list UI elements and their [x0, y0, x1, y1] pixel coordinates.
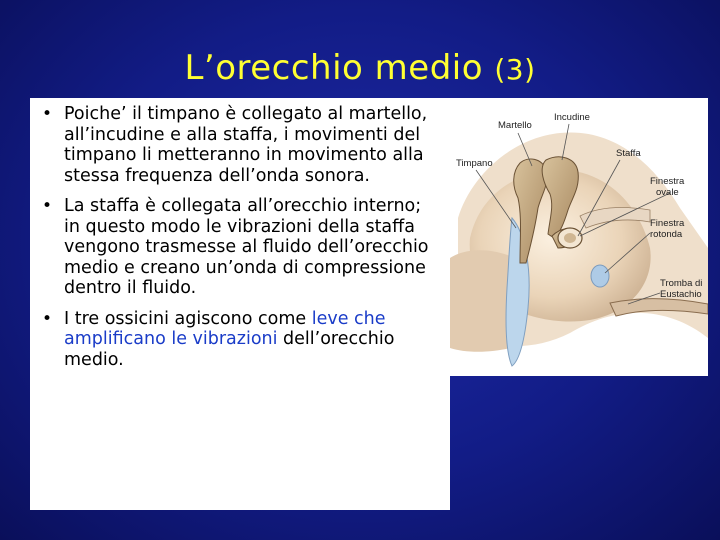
label-finestra-ovale-1: Finestra [650, 176, 685, 187]
bullet-highlight: leve che amplificano le vibrazioni [64, 308, 386, 349]
text-panel [30, 98, 450, 510]
slide-title-number: (3) [494, 53, 536, 86]
slide-title-main: L’orecchio medio [184, 48, 484, 88]
label-staffa: Staffa [616, 148, 641, 159]
label-tromba-2: Eustachio [660, 289, 702, 300]
label-martello: Martello [498, 120, 532, 131]
bullet-item [42, 196, 442, 299]
middle-ear-illustration [450, 98, 708, 376]
bullet-dot: • [42, 308, 53, 329]
middle-ear-diagram [450, 98, 708, 376]
label-incudine: Incudine [554, 112, 590, 123]
bullet-item [42, 104, 442, 186]
bullet-dot: • [42, 196, 53, 216]
label-timpano: Timpano [456, 158, 493, 169]
bullet-text: La staffa è collegata all’orecchio interno; in questo modo le vibrazioni della staffa vengono trasmesse al fluido dell’orecchio medio e creano un’onda di compressione dentro il fluido. [64, 196, 429, 298]
ear-canal [450, 250, 510, 352]
bullet-item [42, 309, 442, 371]
label-finestra-ovale-2: ovale [656, 187, 679, 198]
bullet-text-after: dell’orecchio medio. [64, 329, 395, 370]
bullet-list [30, 98, 450, 370]
bullet-text-before: I tre ossicini agiscono come [64, 308, 312, 329]
label-finestra-rotonda-2: rotonda [650, 229, 683, 240]
round-window [591, 265, 609, 287]
bullet-text: Poiche’ il timpano è collegato al martello, all’incudine e alla staffa, i movimenti del timpano li metteranno in movimento alla stessa frequenza dell’onda sonora. [64, 104, 428, 186]
label-finestra-rotonda-1: Finestra [650, 218, 685, 229]
bullet-dot: • [42, 104, 53, 124]
oval-window-inner [564, 233, 576, 243]
slide-title [0, 48, 720, 90]
label-tromba-1: Tromba di [660, 278, 703, 289]
